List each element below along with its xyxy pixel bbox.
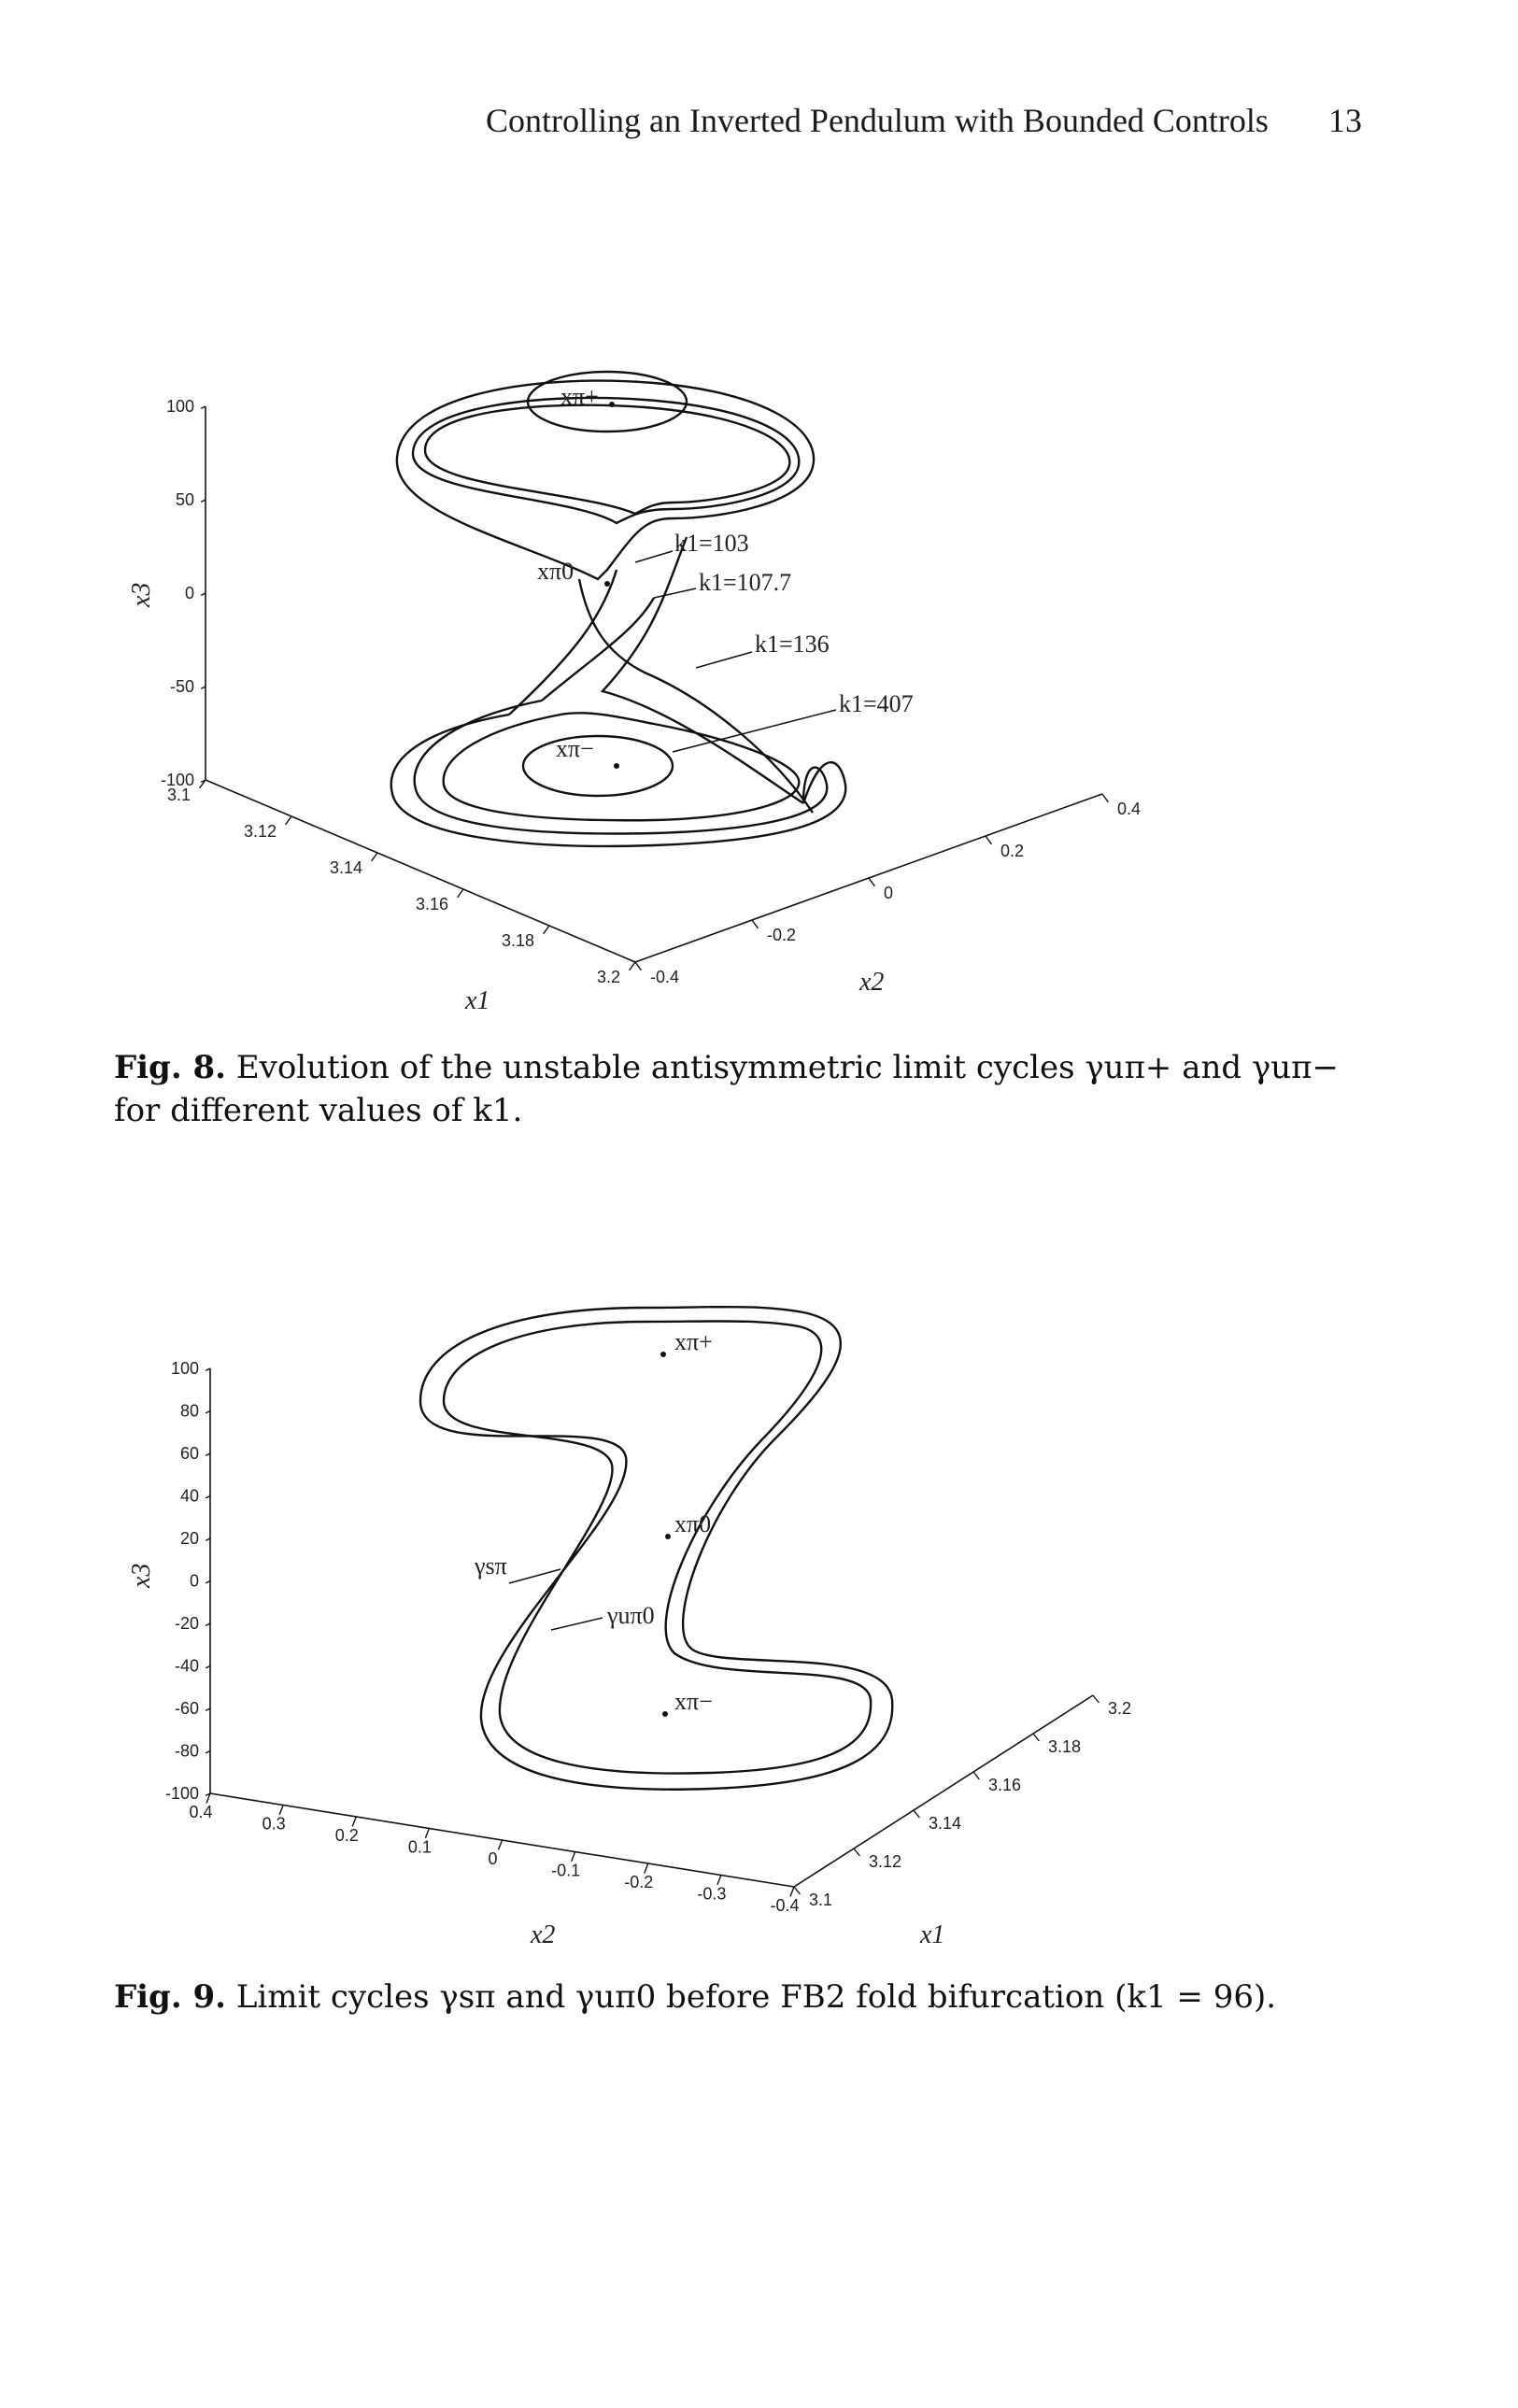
leader-k136 (696, 652, 752, 668)
x2-tick-label: 0.4 (189, 1803, 213, 1821)
equilibrium-point-plus (609, 402, 615, 407)
x1-tick-mark (544, 926, 549, 934)
figure-9-caption-label: Fig. 9. (114, 1978, 226, 2016)
x1-axis (206, 780, 635, 962)
x2-tick-mark (352, 1817, 356, 1826)
annotation-k407: k1=407 (839, 690, 914, 717)
limit-cycle-gamma-s (420, 1307, 892, 1790)
figure-8-caption-label: Fig. 8. (114, 1049, 226, 1086)
x2-axis-label: x2 (859, 968, 885, 997)
x3-tick-labels (161, 397, 206, 789)
x2-tick-labels (635, 794, 1141, 986)
label-x-pi-minus: xπ− (556, 735, 594, 762)
page-number: 13 (1328, 102, 1362, 139)
x1-tick-mark (630, 962, 635, 970)
x2-tick-label: -0.3 (697, 1884, 727, 1904)
x3-tick-label: 80 (179, 1401, 199, 1421)
branch-k103-a (509, 570, 617, 715)
x2-tick-mark (752, 920, 758, 928)
x2-tick-mark (425, 1829, 429, 1838)
x2-tick-mark (279, 1806, 283, 1815)
x3-tick-label: 50 (175, 490, 194, 509)
x3-tick-labels (165, 1359, 210, 1803)
x1-axis-label: x1 (920, 1920, 945, 1949)
equilibrium-point-zero (604, 581, 610, 587)
figure-8 (0, 318, 1518, 1046)
figure-9-plot (0, 1233, 1518, 1971)
x1-tick-mark (458, 889, 463, 898)
x2-tick-mark (1102, 794, 1108, 802)
x1-tick-label: 3.1 (166, 786, 191, 804)
figure-9 (0, 1233, 1518, 1971)
x1-tick-label: 3.18 (501, 931, 534, 950)
x1-tick-mark (914, 1810, 919, 1818)
x2-tick-mark (572, 1852, 575, 1862)
x2-tick-mark (499, 1840, 503, 1849)
annotation-k103: k1=103 (674, 530, 749, 557)
x1-tick-mark (1033, 1734, 1039, 1741)
label-x-pi-zero: xπ0 (537, 558, 575, 585)
x2-tick-label: 0.1 (407, 1837, 432, 1857)
x1-tick-mark (372, 853, 377, 861)
limit-cycle-gamma-u (444, 1321, 871, 1773)
x2-tick-labels (189, 1793, 799, 1915)
x1-tick-labels (794, 1695, 1131, 1909)
limit-cycle-upper-inner (425, 405, 789, 514)
x3-tick-label: 100 (165, 397, 194, 416)
x2-tick-label: -0.2 (624, 1873, 654, 1891)
x2-tick-label: 0.2 (1000, 842, 1025, 860)
x2-tick-label: -0.2 (767, 926, 797, 944)
annotation-gamma-u: γuπ0 (607, 1602, 655, 1629)
x3-tick-label: 100 (170, 1359, 199, 1378)
x3-tick-label: -60 (174, 1699, 199, 1718)
x3-tick-label: -40 (174, 1656, 199, 1676)
x1-tick-mark (1093, 1695, 1099, 1703)
x2-axis-label: x2 (531, 1920, 556, 1949)
annotation-gamma-s: γsπ (475, 1552, 507, 1579)
x1-tick-label: 3.1 (809, 1891, 833, 1909)
x3-tick-label: 0 (189, 1571, 199, 1591)
annotation-k107: k1=107.7 (699, 569, 792, 596)
x3-tick-label: -80 (174, 1741, 199, 1761)
limit-cycle-lower-inner (444, 713, 800, 820)
figure-8-caption (114, 1046, 1384, 1132)
limit-cycle-lower-k136 (415, 701, 828, 833)
x2-tick-label: 0 (884, 884, 894, 902)
limit-cycle-upper-k407 (397, 381, 814, 579)
equilibrium-point-minus (614, 763, 619, 769)
x3-tick-label: -20 (174, 1614, 199, 1633)
limit-cycle-lower-k407 (391, 715, 846, 846)
x1-tick-label: 3.12 (243, 822, 277, 841)
x3-axis-label: x3 (127, 1563, 156, 1588)
x1-tick-label: 3.14 (929, 1814, 962, 1833)
x1-tick-label: 3.14 (329, 858, 362, 877)
label-x-pi-minus: xπ− (674, 1688, 713, 1715)
x1-tick-mark (854, 1848, 859, 1856)
leader-gamma-s (509, 1569, 560, 1583)
leader-k107 (654, 588, 696, 598)
x3-tick-label: -100 (160, 771, 194, 789)
x2-tick-label: 0.2 (334, 1826, 359, 1845)
x1-tick-label: 3.12 (869, 1852, 902, 1871)
label-x-pi-plus: xπ+ (674, 1328, 713, 1355)
x3-tick-label: 40 (179, 1486, 199, 1506)
equilibrium-point-plus (660, 1352, 666, 1357)
x3-tick-label: 60 (179, 1444, 199, 1463)
x2-tick-mark (986, 836, 991, 844)
x2-tick-label: 0 (488, 1849, 498, 1868)
x2-tick-mark (635, 962, 641, 970)
x1-tick-label: 3.2 (596, 968, 620, 986)
x1-tick-labels (167, 780, 635, 986)
leader-gamma-u (551, 1618, 603, 1630)
equilibrium-point-zero (665, 1534, 671, 1539)
x2-tick-label: 0.3 (262, 1814, 286, 1834)
x2-tick-label: -0.4 (650, 968, 680, 986)
x3-tick-label: 0 (184, 584, 194, 602)
figure-8-plot (0, 318, 1518, 1046)
running-title: Controlling an Inverted Pendulum with Bounded Controls (486, 102, 1269, 139)
label-x-pi-plus: xπ+ (560, 383, 599, 410)
x3-tick-label: -100 (164, 1784, 199, 1803)
x2-tick-mark (869, 878, 874, 886)
x1-tick-mark (794, 1887, 800, 1894)
x2-tick-mark (790, 1887, 794, 1896)
x3-axis-label: x3 (127, 582, 156, 607)
x2-tick-mark (717, 1876, 721, 1885)
leader-k103 (635, 551, 673, 562)
figure-9-caption-text: Limit cycles γsπ and γuπ0 before FB2 fold bifurcation (k1 = 96). (235, 1978, 1277, 2016)
equilibrium-point-minus (662, 1711, 668, 1717)
x1-axis (794, 1695, 1093, 1887)
x3-tick-label: 20 (179, 1529, 199, 1548)
x1-tick-label: 3.18 (1048, 1737, 1082, 1756)
annotation-k136: k1=136 (755, 630, 830, 658)
page-header (0, 93, 1518, 149)
x1-tick-label: 3.16 (415, 895, 448, 914)
x2-tick-label: -0.1 (551, 1861, 581, 1880)
x3-tick-label: -50 (169, 677, 194, 696)
x1-tick-mark (973, 1772, 979, 1779)
inner-cycle-lower (523, 736, 673, 796)
x1-tick-mark (286, 816, 291, 825)
label-x-pi-zero: xπ0 (674, 1510, 712, 1537)
x1-axis-label: x1 (465, 986, 490, 1015)
x2-tick-label: 0.4 (1117, 800, 1142, 818)
x2-tick-mark (645, 1863, 648, 1873)
x1-tick-label: 3.2 (1108, 1699, 1132, 1718)
figure-9-caption (114, 1976, 1384, 2018)
x2-tick-label: -0.4 (770, 1896, 800, 1915)
figure-8-caption-text: Evolution of the unstable antisymmetric limit cycles γuπ+ and γuπ− for different values of k1. (114, 1049, 1340, 1129)
x1-tick-label: 3.16 (988, 1776, 1022, 1794)
branch-k107-a (579, 579, 813, 813)
